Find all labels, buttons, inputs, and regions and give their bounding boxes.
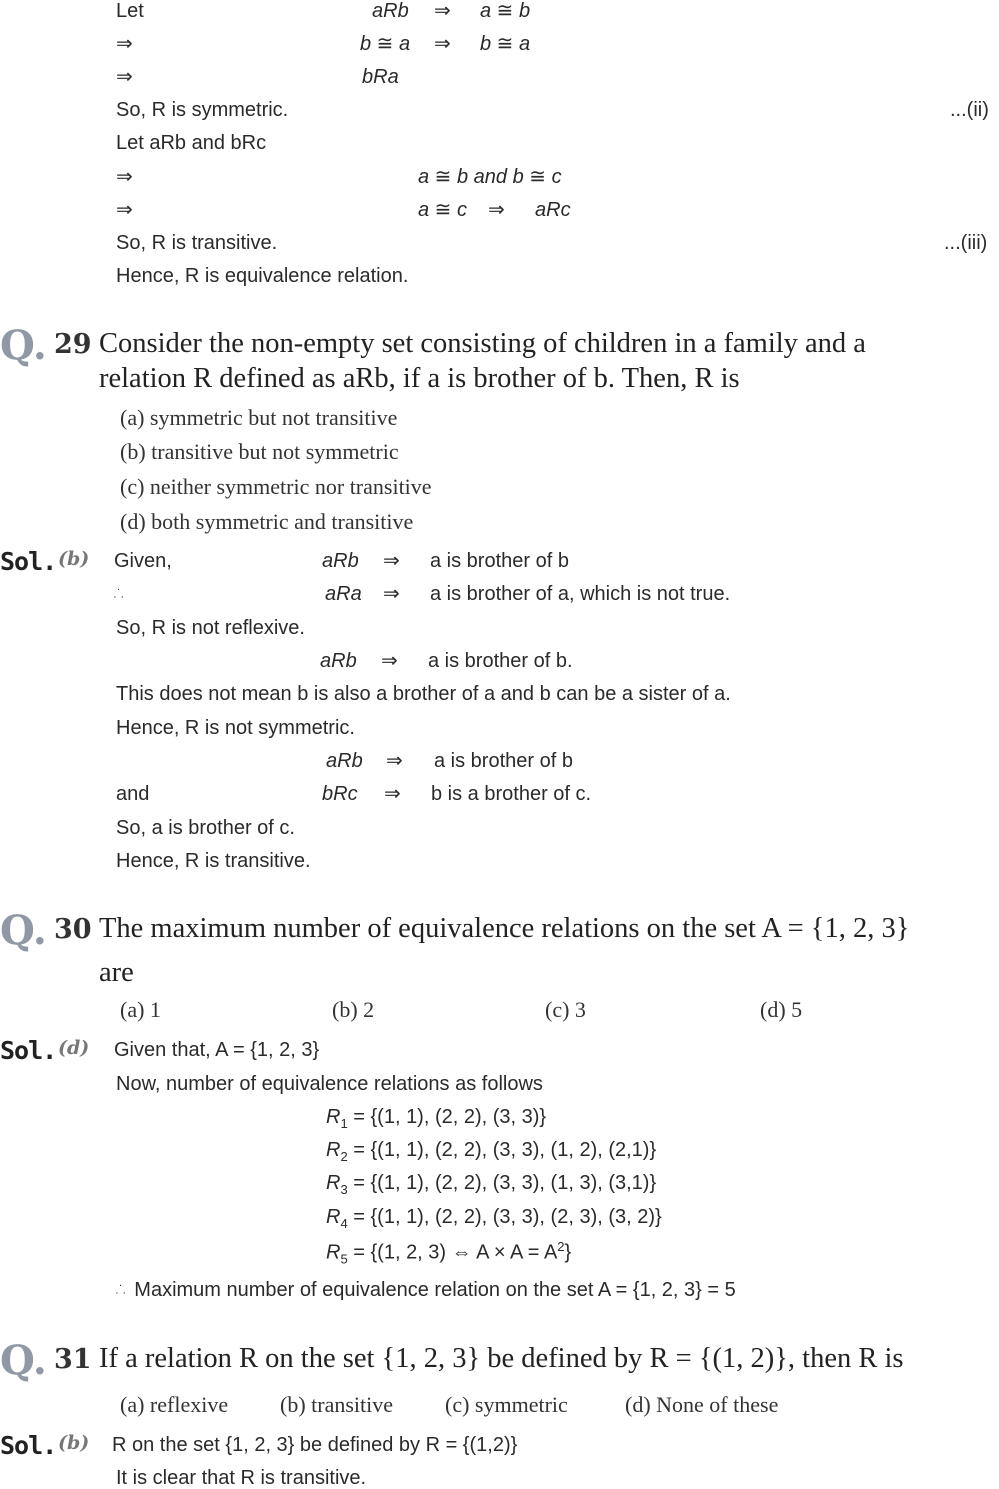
- answer-key: (d): [58, 1037, 90, 1059]
- expr: aRa: [325, 583, 362, 605]
- option-a: (a) 1: [120, 997, 161, 1022]
- implies-symbol: ⇒: [116, 33, 133, 55]
- statement: Hence, R is equivalence relation.: [116, 265, 409, 287]
- relation-r1: [326, 1107, 546, 1130]
- statement: So, a is brother of c.: [116, 817, 295, 839]
- option-d: (d) both symmetric and transitive: [120, 509, 414, 534]
- relation-r2: [326, 1140, 656, 1163]
- expr: b ≅ a: [360, 33, 411, 55]
- statement: a is brother of b: [430, 550, 569, 572]
- relation-letter: R: [326, 1206, 341, 1228]
- closing-brace: }: [564, 1241, 572, 1264]
- question-text: The maximum number of equivalence relations on the set A = {1, 2, 3}: [99, 913, 910, 944]
- implies-symbol: ⇒: [488, 199, 505, 221]
- implies-symbol: ⇒: [386, 750, 403, 772]
- statement: a is brother of b.: [428, 650, 573, 672]
- question-mark-label: Q.: [0, 907, 47, 954]
- question-number: 29: [54, 329, 92, 360]
- expr: a ≅ b and b ≅ c: [418, 166, 562, 188]
- statement: Let aRb and bRc: [116, 132, 267, 154]
- statement: b is a brother of c.: [431, 783, 592, 805]
- statement: So, R is not reflexive.: [116, 617, 305, 639]
- question-text: are: [99, 957, 134, 988]
- statement: and: [116, 783, 150, 805]
- question-mark-label: Q.: [0, 1337, 47, 1384]
- relation-letter: R: [326, 1172, 341, 1194]
- expr: bRa: [362, 66, 399, 88]
- relation-r5: [326, 1240, 571, 1266]
- statement: It is clear that R is transitive.: [116, 1467, 367, 1489]
- relation-set: = {(1, 2, 3) ⇔ A × A = A: [353, 1241, 558, 1264]
- therefore-symbol: ∴: [114, 583, 127, 605]
- statement: Given that, A = {1, 2, 3}: [114, 1039, 320, 1061]
- option-a: (a) symmetric but not transitive: [120, 405, 398, 430]
- superscript: 2: [557, 1239, 565, 1254]
- relation-set: = {(1, 1), (2, 2), (3, 3), (2, 3), (3, 2)}: [353, 1206, 662, 1228]
- statement: R on the set {1, 2, 3} be defined by R = {(1,2)}: [112, 1434, 518, 1456]
- question-text: If a relation R on the set {1, 2, 3} be defined by R = {(1, 2)}, then R is: [99, 1343, 904, 1374]
- implies-symbol: ⇒: [381, 650, 398, 672]
- statement: So, R is transitive.: [116, 232, 278, 254]
- relation-letter: R: [326, 1139, 341, 1161]
- question-mark-label: Q.: [0, 322, 47, 369]
- solution-label: Sol.: [0, 1431, 57, 1460]
- expr: bRc: [322, 783, 358, 805]
- equation-tag: ...(ii): [950, 99, 989, 121]
- relation-r4: [326, 1207, 662, 1230]
- option-b: (b) 2: [332, 997, 375, 1022]
- solution-label: Sol.: [0, 1036, 57, 1065]
- implies-symbol: ⇒: [116, 66, 133, 88]
- question-text: Consider the non-empty set consisting of children in a family and a: [99, 328, 866, 359]
- relation-set: = {(1, 1), (2, 2), (3, 3), (1, 2), (2,1)}: [353, 1139, 657, 1161]
- option-b: (b) transitive: [280, 1392, 394, 1417]
- relation-subscript: 5: [340, 1251, 348, 1267]
- relation-set: = {(1, 1), (2, 2), (3, 3)}: [353, 1106, 547, 1128]
- relation-subscript: 2: [340, 1149, 348, 1164]
- statement: Now, number of equivalence relations as follows: [116, 1073, 543, 1095]
- expr: a ≅ c: [418, 199, 467, 221]
- expr: aRb: [326, 750, 363, 772]
- relation-subscript: 4: [340, 1216, 348, 1231]
- statement: Hence, R is transitive.: [116, 850, 311, 872]
- expr: a ≅ b: [480, 0, 531, 22]
- implies-symbol: ⇒: [434, 0, 451, 22]
- question-text: relation R defined as aRb, if a is brother of b. Then, R is: [99, 363, 740, 394]
- text-let: Let: [116, 0, 144, 22]
- statement: So, R is symmetric.: [116, 99, 289, 121]
- statement: Hence, R is not symmetric.: [116, 717, 355, 739]
- option-d: (d) 5: [760, 997, 803, 1022]
- statement: This does not mean b is also a brother of a and b can be a sister of a.: [116, 683, 731, 705]
- option-c: (c) neither symmetric nor transitive: [120, 474, 432, 499]
- implies-symbol: ⇒: [116, 166, 133, 188]
- option-b: (b) transitive but not symmetric: [120, 439, 399, 464]
- relation-subscript: 3: [340, 1182, 348, 1197]
- expr: aRc: [535, 199, 571, 221]
- answer-key: (b): [58, 1432, 90, 1454]
- expr: aRb: [372, 0, 409, 22]
- answer-key: (b): [58, 548, 90, 570]
- relation-set: = {(1, 1), (2, 2), (3, 3), (1, 3), (3,1)}: [353, 1172, 657, 1194]
- option-c: (c) symmetric: [445, 1392, 568, 1417]
- option-a: (a) reflexive: [120, 1392, 229, 1417]
- relation-letter: R: [326, 1106, 341, 1128]
- relation-letter: R: [326, 1241, 341, 1264]
- relation-subscript: 1: [340, 1116, 348, 1131]
- expr: aRb: [320, 650, 357, 672]
- implies-symbol: ⇒: [116, 199, 133, 221]
- expr: aRb: [322, 550, 359, 572]
- implies-symbol: ⇒: [383, 583, 400, 605]
- statement: a is brother of a, which is not true.: [430, 583, 731, 605]
- statement: a is brother of b: [434, 750, 573, 772]
- question-number: 31: [54, 1344, 92, 1375]
- implies-symbol: ⇒: [384, 783, 401, 805]
- equation-tag: ...(iii): [944, 232, 988, 254]
- conclusion: ∴ Maximum number of equivalence relation on the set A = {1, 2, 3} = 5: [116, 1279, 736, 1301]
- implies-symbol: ⇒: [434, 33, 451, 55]
- implies-symbol: ⇒: [383, 550, 400, 572]
- relation-r3: [326, 1173, 656, 1196]
- statement: Given,: [114, 550, 172, 572]
- question-number: 30: [54, 914, 92, 945]
- solution-label: Sol.: [0, 547, 57, 576]
- option-d: (d) None of these: [625, 1392, 779, 1417]
- expr: b ≅ a: [480, 33, 531, 55]
- option-c: (c) 3: [545, 997, 586, 1022]
